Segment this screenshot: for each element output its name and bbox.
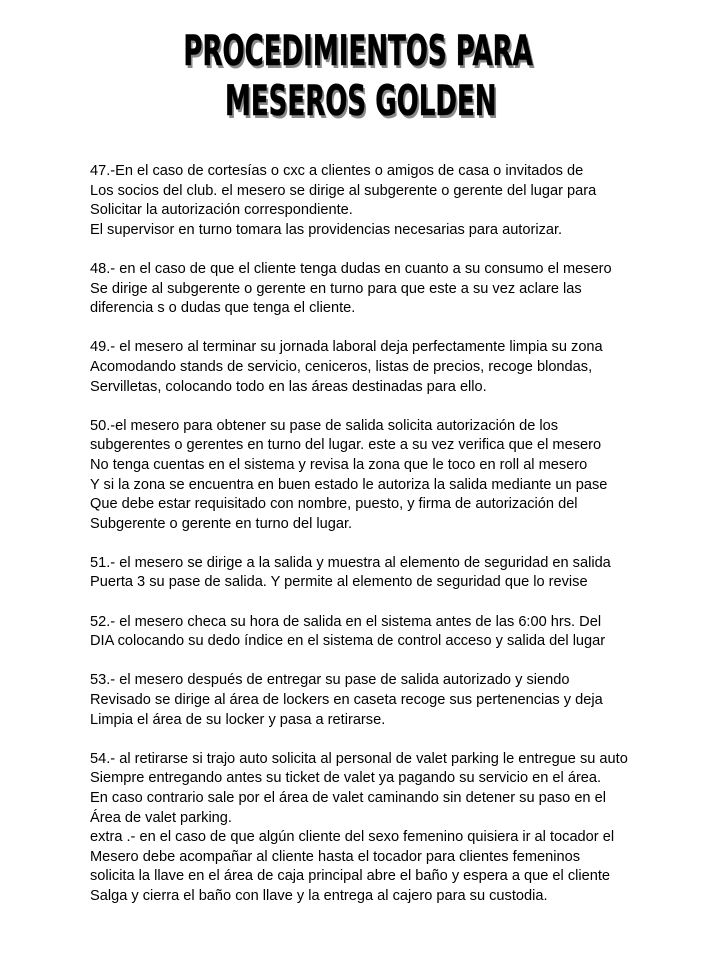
paragraph-line: 50.-el mesero para obtener su pase de salida solicita autorización de los (90, 417, 559, 434)
procedure-paragraph (90, 338, 690, 397)
procedure-paragraph (90, 162, 690, 240)
title-line-2: MESEROS GOLDEN (224, 76, 497, 125)
paragraph-line: Revisado se dirige al área de lockers en caseta recoge sus pertenencias y deja (90, 692, 603, 709)
paragraph-line: Y si la zona se encuentra en buen estado le autoriza la salida mediante un pase (90, 476, 608, 493)
paragraph-line: 51.- el mesero se dirige a la salida y muestra al elemento de seguridad en salida (90, 554, 611, 571)
procedure-paragraph (90, 260, 690, 319)
procedure-paragraph (90, 671, 690, 730)
procedure-paragraph (90, 613, 690, 652)
paragraph-line: Se dirige al subgerente o gerente en turno para que este a su vez aclare las (90, 280, 582, 297)
paragraph-line: 52.- el mesero checa su hora de salida en el sistema antes de las 6:00 hrs. Del (90, 613, 602, 630)
paragraph-line: 48.- en el caso de que el cliente tenga dudas en cuanto a su consumo el mesero (90, 260, 612, 277)
paragraph-line: 54.- al retirarse si trajo auto solicita al personal de valet parking le entregue su auto (90, 750, 628, 767)
paragraph-line: 53.- el mesero después de entregar su pase de salida autorizado y siendo (90, 672, 570, 689)
paragraph-line: Área de valet parking. (90, 809, 232, 826)
paragraph-line: Servilletas, colocando todo en las áreas destinadas para ello. (90, 378, 487, 395)
paragraph-line: 49.- el mesero al terminar su jornada laboral deja perfectamente limpia su zona (90, 339, 603, 356)
paragraph-line: Solicitar la autorización correspondiente. (90, 202, 353, 219)
paragraph-line: solicita la llave en el área de caja principal abre el baño y espera a que el cliente (90, 868, 611, 885)
paragraph-line: En caso contrario sale por el área de valet caminando sin detener su paso en el (90, 790, 606, 806)
page-title (0, 26, 720, 126)
paragraph-line: Mesero debe acompañar al cliente hasta el tocador para clientes femeninos (90, 848, 580, 865)
paragraph-line: Puerta 3 su pase de salida. Y permite al elemento de seguridad que lo revise (90, 574, 588, 591)
paragraph-line: subgerentes o gerentes en turno del lugar. este a su vez verifica que el mesero (90, 437, 602, 454)
paragraph-line: extra .- en el caso de que algún cliente del sexo femenino quisiera ir al tocador el (90, 829, 615, 846)
paragraph-line: Limpia el área de su locker y pasa a retirarse. (90, 711, 386, 728)
paragraph-line: Acomodando stands de servicio, ceniceros, listas de precios, recoge blondas, (90, 358, 593, 375)
procedure-paragraph (90, 417, 690, 535)
paragraph-line: Salga y cierra el baño con llave y la entrega al cajero para su custodia. (90, 887, 548, 904)
paragraph-line: 47.-En el caso de cortesías o cxc a clientes o amigos de casa o invitados de (90, 163, 584, 179)
procedures-body (90, 162, 690, 926)
paragraph-line: Los socios del club. el mesero se dirige al subgerente o gerente del lugar para (90, 182, 597, 199)
paragraph-line: No tenga cuentas en el sistema y revisa la zona que le toco en roll al mesero (90, 456, 588, 473)
paragraph-line: Siempre entregando antes su ticket de valet ya pagando su servicio en el área. (90, 770, 602, 787)
title-line-1: PROCEDIMIENTOS PARA (183, 26, 533, 75)
procedure-paragraph (90, 750, 690, 907)
paragraph-line: El supervisor en turno tomara las providencias necesarias para autorizar. (90, 221, 563, 238)
paragraph-line: diferencia s o dudas que tenga el cliente. (90, 300, 356, 317)
paragraph-line: Subgerente o gerente en turno del lugar. (90, 515, 353, 532)
paragraph-line: DIA colocando su dedo índice en el sistema de control acceso y salida del lugar (90, 633, 606, 650)
procedure-paragraph (90, 554, 690, 593)
paragraph-line: Que debe estar requisitado con nombre, puesto, y firma de autorización del (90, 496, 578, 513)
